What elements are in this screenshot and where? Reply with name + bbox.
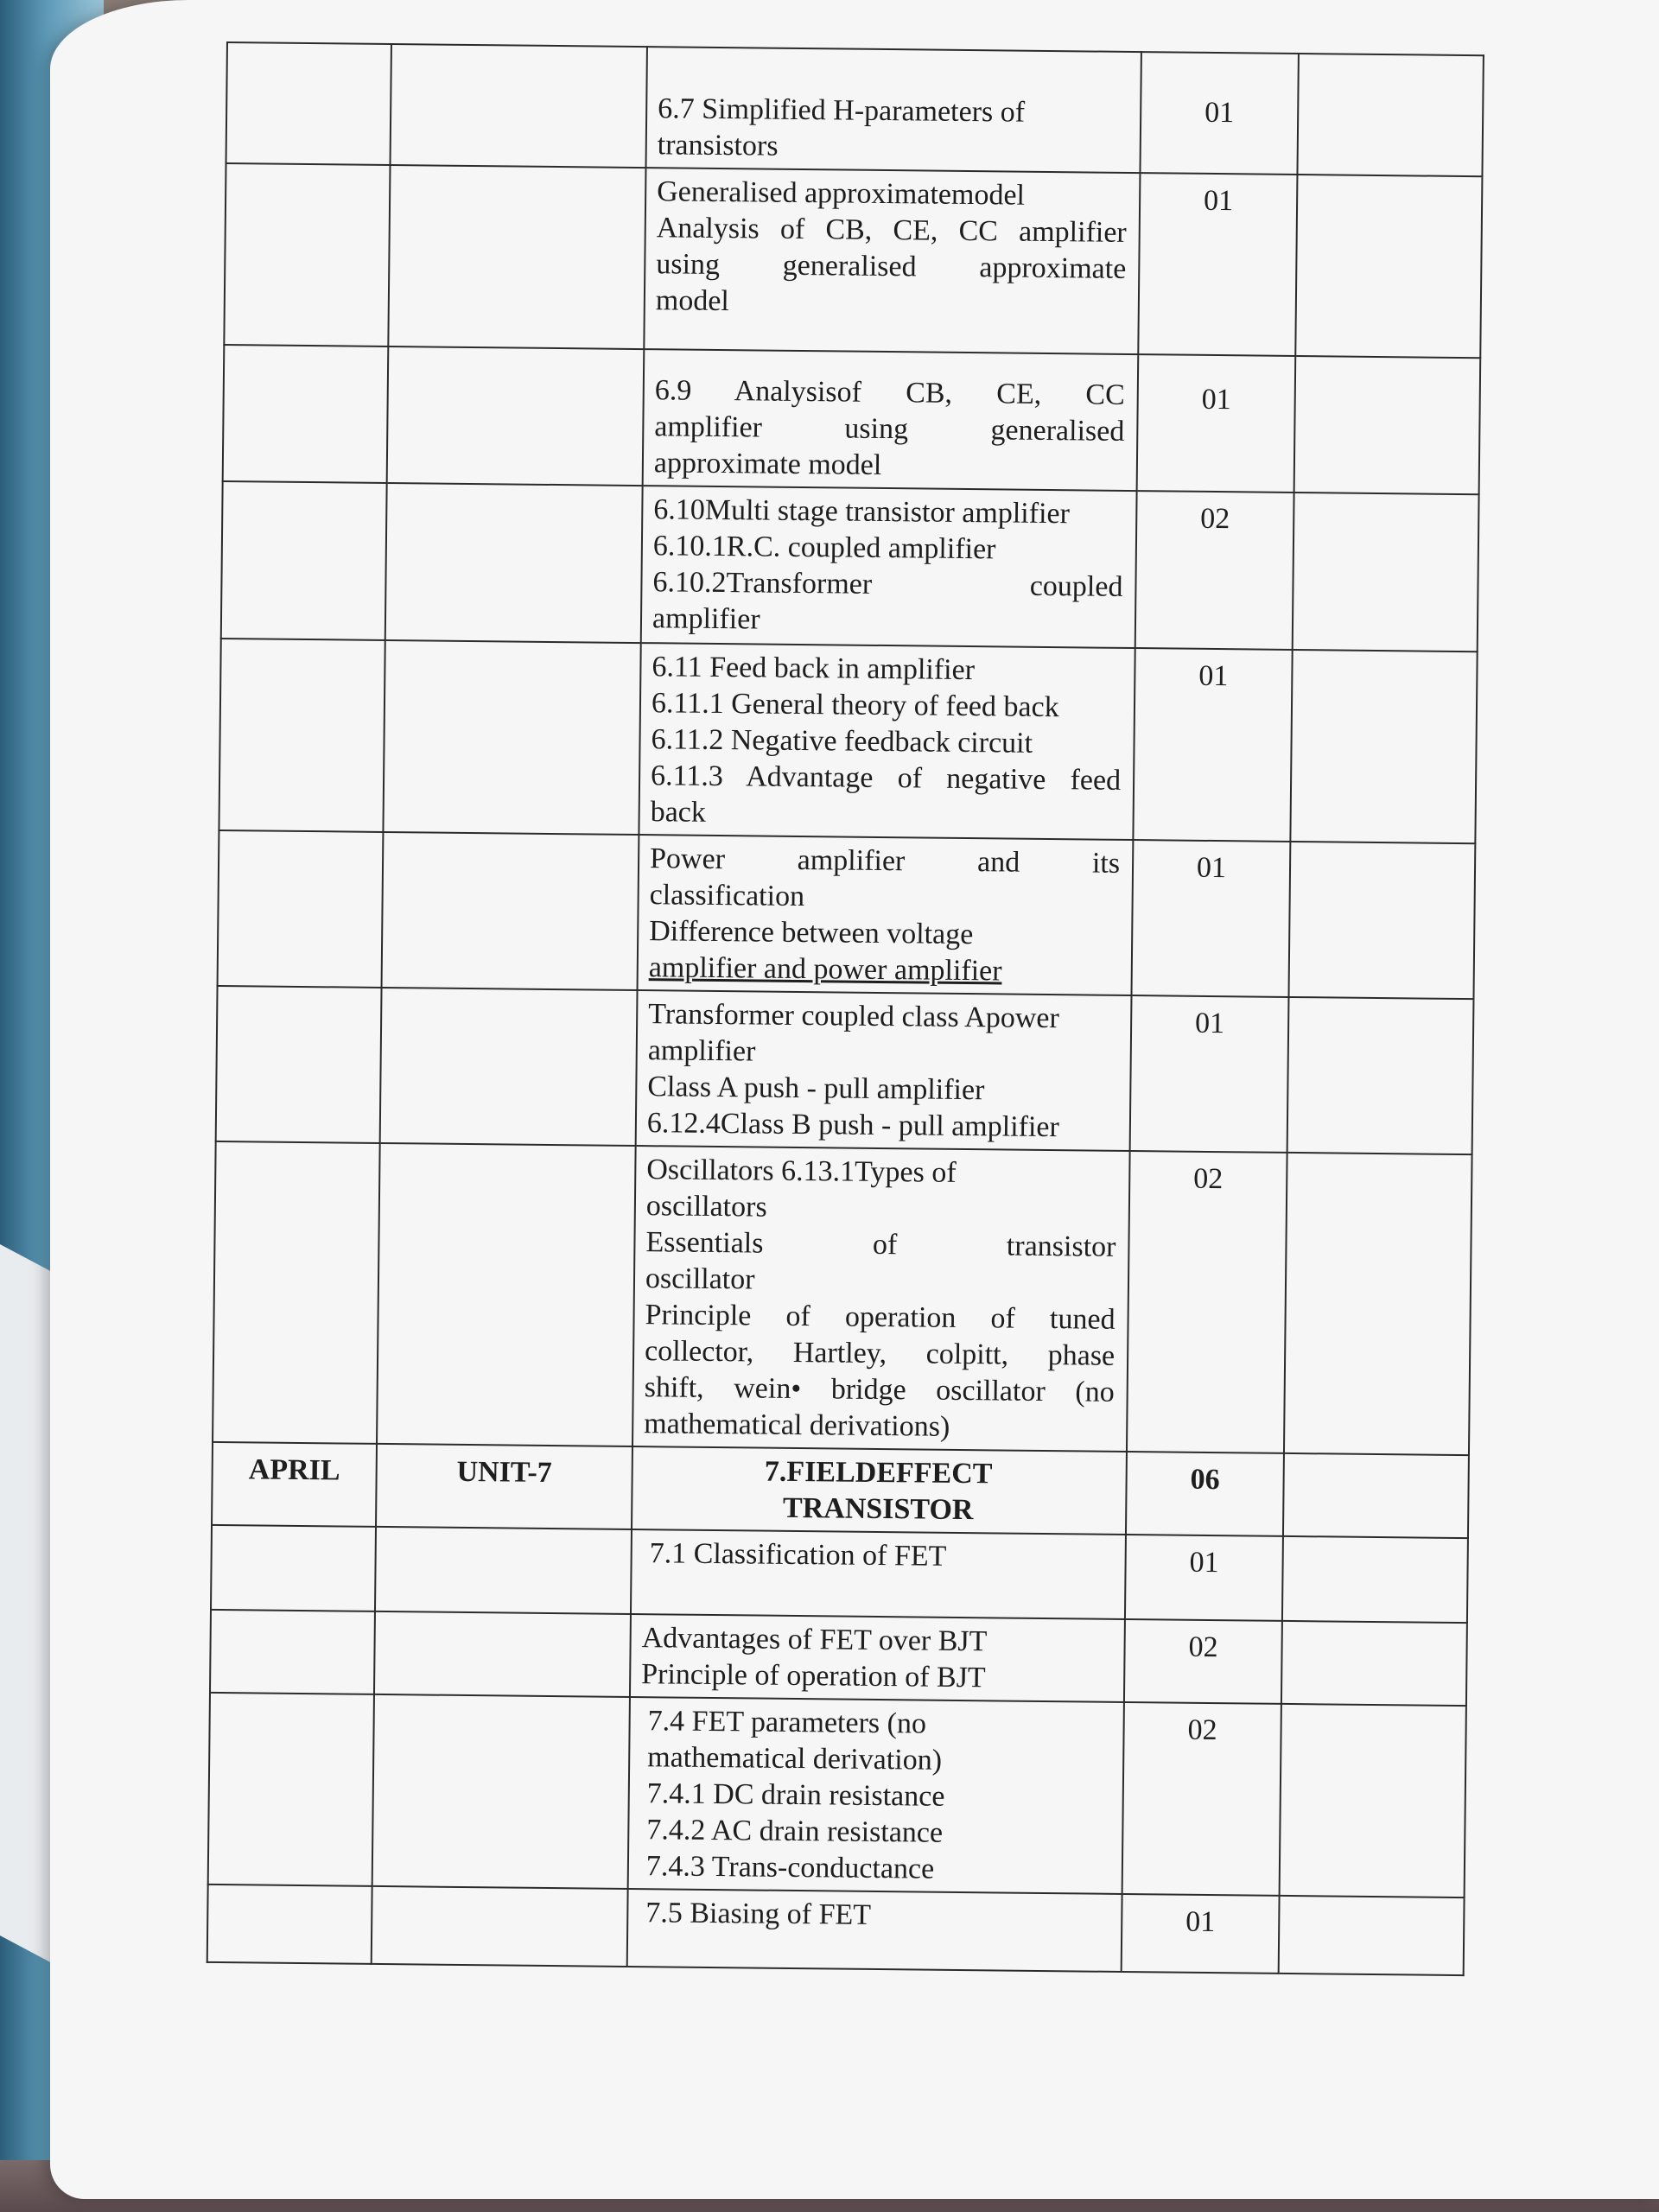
topic-line: 6.10.2Transformer coupled <box>652 566 1123 603</box>
remarks-cell <box>1284 1153 1472 1455</box>
month-cell <box>218 830 384 988</box>
topic-line: 6.9 Analysisof CB, CE, CC <box>654 374 1125 411</box>
topic-line: collector, Hartley, colpitt, phase <box>644 1335 1116 1372</box>
table-row <box>224 163 1482 358</box>
unit-cell <box>377 1143 636 1446</box>
syllabus-table-body <box>207 42 1484 1975</box>
month-cell <box>224 163 390 346</box>
remarks-cell <box>1280 1704 1466 1897</box>
topic-line: mathematical derivations) <box>644 1408 950 1443</box>
unit-cell <box>388 165 645 349</box>
hours-cell: 02 <box>1127 1151 1287 1453</box>
remarks-cell <box>1290 650 1477 843</box>
unit-cell <box>375 1527 632 1614</box>
topic-line: amplifier and power amplifier <box>648 951 1002 988</box>
syllabus-table <box>207 41 1484 1976</box>
topic-line: shift, wein• bridge oscillator (no <box>644 1371 1115 1408</box>
remarks-cell <box>1281 1621 1467 1706</box>
month-cell <box>223 345 389 483</box>
topic-line: mathematical derivation) <box>647 1741 943 1777</box>
topic-line: transistors <box>657 129 779 162</box>
topic-cell <box>628 1697 1124 1894</box>
table-row <box>218 830 1476 999</box>
topic-cell <box>630 1614 1125 1702</box>
remarks-cell <box>1282 1536 1468 1623</box>
topic-line: 6.11.3 Advantage of negative feed <box>650 760 1122 797</box>
topic-line: 6.12.4Class B push - pull amplifier <box>646 1107 1060 1144</box>
topic-line: 7.4 FET parameters (no <box>647 1705 927 1740</box>
remarks-cell <box>1283 1453 1469 1538</box>
topic-line: amplifier <box>647 1034 756 1068</box>
topic-line: 7.5 Biasing of FET <box>645 1897 872 1931</box>
hours-cell: 01 <box>1138 173 1297 356</box>
table-row <box>226 42 1484 176</box>
topic-line: 7.4.2 AC drain resistance <box>646 1814 944 1849</box>
unit-title-cell <box>632 1446 1127 1535</box>
unit-cell <box>383 640 640 835</box>
topic-line: Class A push - pull amplifier <box>647 1071 985 1107</box>
topic-line: amplifier using generalised <box>654 410 1125 448</box>
hours-cell: 02 <box>1135 491 1294 650</box>
remarks-cell <box>1287 997 1474 1154</box>
month-cell <box>221 481 387 640</box>
unit-cell <box>372 1694 630 1889</box>
topic-line: model <box>655 284 730 318</box>
topic-line: Oscillators 6.13.1Types of <box>646 1154 957 1189</box>
topic-line: Transformer coupled class Apower <box>648 998 1060 1035</box>
hours-cell: 02 <box>1122 1702 1281 1896</box>
unit-cell <box>374 1611 631 1697</box>
month-cell <box>207 1885 372 1964</box>
hours-cell: 01 <box>1137 354 1296 493</box>
topic-line: back <box>650 796 707 829</box>
topic-line: classification <box>649 879 805 913</box>
topic-line: using generalised approximate <box>656 248 1127 285</box>
topic-line: 6.7 Simplified H-parameters of <box>658 92 1026 129</box>
month-cell <box>210 1610 375 1694</box>
topic-cell <box>641 486 1137 648</box>
month-cell <box>226 42 391 165</box>
topic-line: oscillators <box>645 1190 767 1224</box>
topic-cell <box>643 349 1139 491</box>
remarks-cell <box>1279 1896 1465 1975</box>
month-cell <box>216 986 382 1143</box>
topic-cell <box>645 47 1141 173</box>
table-row <box>219 639 1477 843</box>
topic-line: oscillator <box>645 1262 755 1296</box>
topic-cell <box>644 168 1140 354</box>
month-cell <box>213 1141 380 1444</box>
month-cell <box>211 1525 376 1611</box>
topic-line: 6.10.1R.C. coupled amplifier <box>652 530 996 566</box>
topic-cell <box>636 990 1132 1151</box>
table-row <box>216 986 1474 1154</box>
topic-line: Essentials of transistor <box>645 1226 1116 1263</box>
topic-cell <box>638 835 1134 995</box>
remarks-cell <box>1288 842 1475 999</box>
month-cell: APRIL <box>212 1442 377 1527</box>
topic-line: 6.11.2 Negative feedback circuit <box>651 723 1033 760</box>
table-row <box>211 1525 1468 1623</box>
hours-cell: 01 <box>1140 52 1298 175</box>
table-row <box>207 1885 1465 1975</box>
unit-title-line: 7.FIELDEFFECT <box>764 1455 993 1491</box>
hours-cell: 01 <box>1130 995 1289 1153</box>
unit-cell <box>391 44 647 168</box>
topic-line: 6.10Multi stage transistor amplifier <box>653 493 1071 531</box>
topic-line: 7.4.3 Trans-conductance <box>645 1850 935 1885</box>
topic-line: Power amplifier and its <box>649 842 1121 880</box>
hours-cell: 02 <box>1124 1619 1282 1704</box>
topic-line: 7.1 Classification of FET <box>649 1537 947 1573</box>
topic-line: 7.4.1 DC drain resistance <box>646 1777 945 1813</box>
hours-cell: 01 <box>1131 840 1290 997</box>
remarks-cell <box>1293 493 1479 652</box>
hours-cell: 06 <box>1126 1452 1284 1536</box>
unit-cell <box>372 1886 628 1967</box>
topic-cell <box>632 1146 1130 1452</box>
unit-title-line: TRANSISTOR <box>782 1491 974 1527</box>
unit-cell <box>385 483 643 643</box>
remarks-cell <box>1297 54 1483 176</box>
topic-line: Principle of operation of tuned <box>645 1299 1116 1336</box>
unit-cell <box>382 832 639 990</box>
remarks-cell <box>1294 356 1481 494</box>
topic-cell <box>631 1529 1126 1619</box>
topic-line: Principle of operation of BJT <box>641 1658 986 1694</box>
unit-cell: UNIT-7 <box>376 1444 632 1529</box>
unit-cell <box>380 988 638 1146</box>
topic-line: Generalised approximatemodel <box>657 175 1026 212</box>
month-cell <box>208 1693 374 1886</box>
topic-line: approximate model <box>653 447 882 481</box>
remarks-cell <box>1295 175 1482 358</box>
table-row <box>213 1141 1472 1455</box>
topic-line: 6.11 Feed back in amplifier <box>652 651 976 687</box>
topic-line: Difference between voltage <box>649 915 974 951</box>
topic-line: Advantages of FET over BJT <box>641 1622 988 1658</box>
topic-line: 6.11.1 General theory of feed back <box>651 687 1059 724</box>
hours-cell: 01 <box>1122 1894 1280 1974</box>
table-row <box>208 1693 1466 1897</box>
hours-cell: 01 <box>1133 648 1292 842</box>
table-row <box>210 1610 1467 1706</box>
topic-line: amplifier <box>652 602 760 636</box>
hours-cell: 01 <box>1125 1535 1283 1621</box>
month-cell <box>219 639 385 832</box>
table-row <box>221 481 1479 652</box>
unit-cell <box>387 346 645 486</box>
table-row <box>223 345 1481 494</box>
topic-line: Analysis of CB, CE, CC amplifier <box>656 212 1127 249</box>
unit-heading-row <box>212 1442 1469 1538</box>
topic-cell <box>627 1889 1122 1972</box>
topic-cell <box>639 643 1135 840</box>
